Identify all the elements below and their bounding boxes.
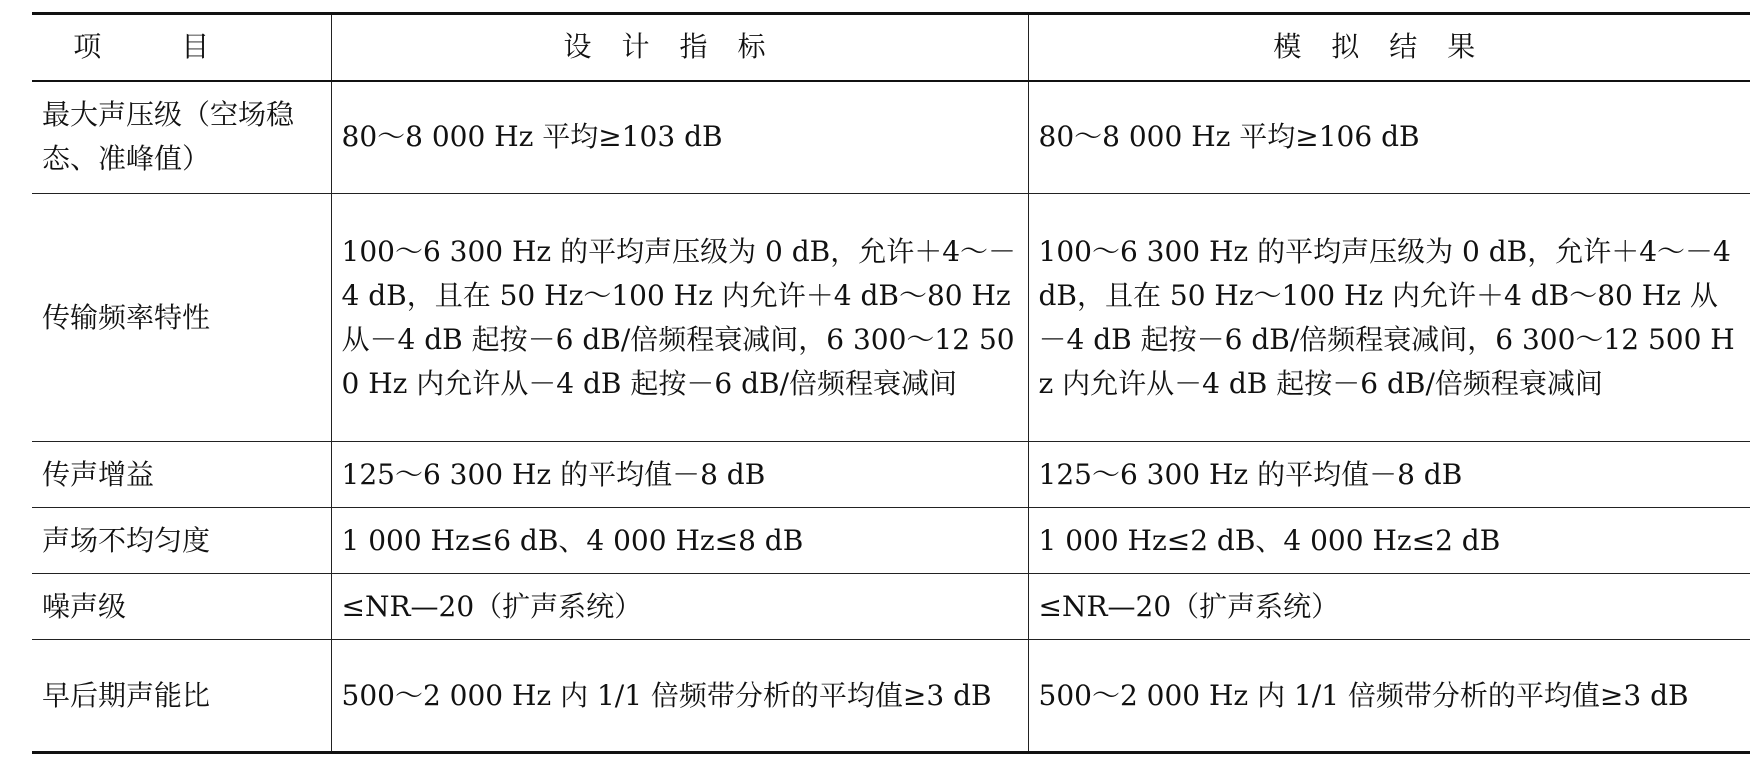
result-cell: 1 000 Hz≤2 dB、4 000 Hz≤2 dB — [1028, 508, 1750, 574]
design-cell: 1 000 Hz≤6 dB、4 000 Hz≤8 dB — [331, 508, 1028, 574]
design-cell: 125～6 300 Hz 的平均值－8 dB — [331, 442, 1028, 508]
item-cell: 最大声压级（空场稳态、准峰值） — [32, 81, 331, 194]
item-cell: 传声增益 — [32, 442, 331, 508]
design-cell: 500～2 000 Hz 内 1/1 倍频带分析的平均值≥3 dB — [331, 640, 1028, 753]
header-item: 项目 — [32, 14, 331, 81]
spec-table — [32, 12, 1750, 754]
item-cell: 噪声级 — [32, 574, 331, 640]
table-row — [32, 574, 1750, 640]
design-cell: 100～6 300 Hz 的平均声压级为 0 dB，允许＋4～－4 dB，且在 50 Hz～100 Hz 内允许＋4 dB～80 Hz 从－4 dB 起按－6 dB/倍频程衰减间，6 300～12 500 Hz 内允许从－4 dB 起按－6 dB/倍频程衰减间 — [331, 194, 1028, 442]
table-row — [32, 81, 1750, 194]
result-cell: 125～6 300 Hz 的平均值－8 dB — [1028, 442, 1750, 508]
design-cell: 80～8 000 Hz 平均≥103 dB — [331, 81, 1028, 194]
item-cell: 早后期声能比 — [32, 640, 331, 753]
header-result: 模拟结果 — [1028, 14, 1750, 81]
table-row — [32, 194, 1750, 442]
table-row — [32, 508, 1750, 574]
result-cell: 500～2 000 Hz 内 1/1 倍频带分析的平均值≥3 dB — [1028, 640, 1750, 753]
header-design: 设计指标 — [331, 14, 1028, 81]
item-cell: 声场不均匀度 — [32, 508, 331, 574]
result-cell: 100～6 300 Hz 的平均声压级为 0 dB，允许＋4～－4 dB，且在 50 Hz～100 Hz 内允许＋4 dB～80 Hz 从－4 dB 起按－6 dB/倍频程衰减间，6 300～12 500 Hz 内允许从－4 dB 起按－6 dB/倍频程衰减间 — [1028, 194, 1750, 442]
result-cell: ≤NR—20（扩声系统） — [1028, 574, 1750, 640]
table-row — [32, 640, 1750, 753]
header-row — [32, 14, 1750, 81]
item-cell: 传输频率特性 — [32, 194, 331, 442]
table-row — [32, 442, 1750, 508]
result-cell: 80～8 000 Hz 平均≥106 dB — [1028, 81, 1750, 194]
design-cell: ≤NR—20（扩声系统） — [331, 574, 1028, 640]
